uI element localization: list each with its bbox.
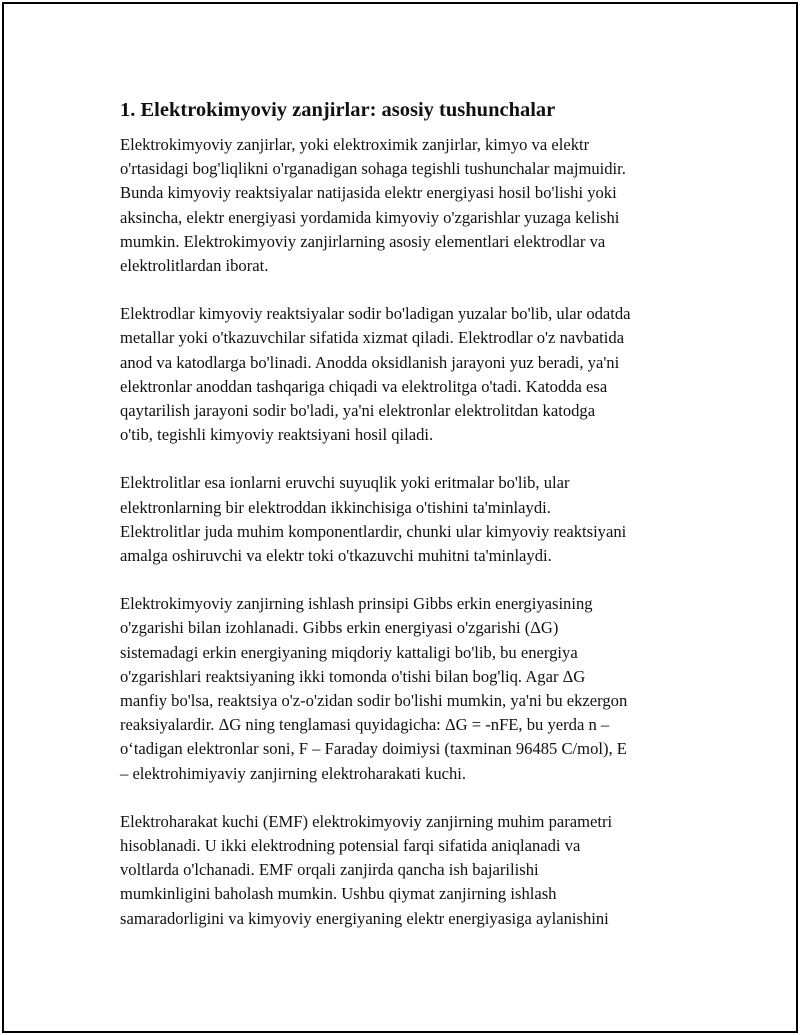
body-paragraph [120, 592, 700, 786]
paragraph-line: metallar yoki o'tkazuvchilar sifatida xizmat qiladi. Elektrodlar o'z navbatida [120, 328, 625, 348]
paragraph-line: mumkin. Elektrokimyoviy zanjirlarning asosiy elementlari elektrodlar va [120, 231, 606, 251]
paragraph-line: Elektrokimyoviy zanjirning ishlash prinsipi Gibbs erkin energiyasining [120, 594, 593, 614]
paragraph-line: hisoblanadi. U ikki elektrodning potensial farqi sifatida aniqlanadi va [120, 836, 581, 856]
paragraph-list [120, 133, 700, 931]
body-paragraph [120, 133, 700, 278]
paragraph-line: Elektrolitlar esa ionlarni eruvchi suyuqlik yoki eritmalar bo'lib, ular [120, 473, 570, 493]
paragraph-line: – elektrohimiyaviy zanjirning elektroharakati kuchi. [120, 763, 467, 783]
paragraph-line: Elektroharakat kuchi (EMF) elektrokimyoviy zanjirning muhim parametri [120, 811, 613, 831]
page-frame [2, 2, 798, 1033]
body-paragraph [120, 810, 700, 931]
paragraph-line: voltlarda o'lchanadi. EMF orqali zanjirda qancha ish bajarilishi [120, 860, 539, 880]
paragraph-line: samaradorligini va kimyoviy energiyaning elektr energiyasiga aylanishini [120, 908, 609, 928]
paragraph-line: amalga oshiruvchi va elektr toki o'tkazuvchi muhitni ta'minlaydi. [120, 546, 552, 566]
body-paragraph [120, 471, 700, 568]
paragraph-line: manfiy bo'lsa, reaktsiya o'z-o'zidan sodir bo'lishi mumkin, ya'ni bu ekzergon [120, 691, 628, 711]
paragraph-line: elektronlar anoddan tashqariga chiqadi va elektrolitga o'tadi. Katodda esa [120, 376, 608, 396]
paragraph-line: o'tib, tegishli kimyoviy reaktsiyani hosil qiladi. [120, 425, 434, 445]
paragraph-line: Elektrolitlar juda muhim komponentlardir, chunki ular kimyoviy reaktsiyani [120, 521, 627, 541]
paragraph-line: Bunda kimyoviy reaktsiyalar natijasida elektr energiyasi hosil bo'lishi yoki [120, 183, 617, 203]
paragraph-line: reaksiyalardir. ΔG ning tenglamasi quyidagicha: ΔG = -nFE, bu yerda n – [120, 715, 610, 735]
paragraph-line: Elektrokimyoviy zanjirlar, yoki elektroximik zanjirlar, kimyo va elektr [120, 135, 590, 154]
document-body [120, 97, 700, 955]
body-paragraph [120, 302, 700, 447]
paragraph-line: aksincha, elektr energiyasi yordamida kimyoviy o'zgarishlar yuzaga kelishi [120, 207, 620, 227]
paragraph-line: anod va katodlarga bo'linadi. Anodda oksidlanish jarayoni yuz beradi, ya'ni [120, 352, 620, 372]
paragraph-line: qaytarilish jarayoni sodir bo'ladi, ya'ni elektronlar elektrolitdan katodga [120, 401, 596, 421]
paragraph-line: o‘tadigan elektronlar soni, F – Faraday doimiysi (taxminan 96485 C/mol), E [120, 739, 627, 759]
paragraph-line: o'zgarishlari reaktsiyaning ikki tomonda o'tishi bilan bog'liq. Agar ΔG [120, 666, 586, 686]
paragraph-line: sistemadagi erkin energiyaning miqdoriy kattaligi bo'lib, bu energiya [120, 642, 578, 662]
section-heading: 1. Elektrokimyoviy zanjirlar: asosiy tushunchalar [120, 99, 556, 121]
paragraph-line: elektrolitlardan iborat. [120, 256, 269, 276]
paragraph-line: elektronlarning bir elektroddan ikkinchisiga o'tishini ta'minlaydi. [120, 497, 551, 517]
paragraph-line: Elektrodlar kimyoviy reaktsiyalar sodir bo'ladigan yuzalar bo'lib, ular odatda [120, 304, 631, 324]
paragraph-line: o'rtasidagi bog'liqlikni o'rganadigan sohaga tegishli tushunchalar majmuidir. [120, 159, 626, 179]
paragraph-line: mumkinligini baholash mumkin. Ushbu qiymat zanjirning ishlash [120, 884, 557, 904]
paragraph-line: o'zgarishi bilan izohlanadi. Gibbs erkin energiyasi o'zgarishi (ΔG) [120, 618, 559, 638]
